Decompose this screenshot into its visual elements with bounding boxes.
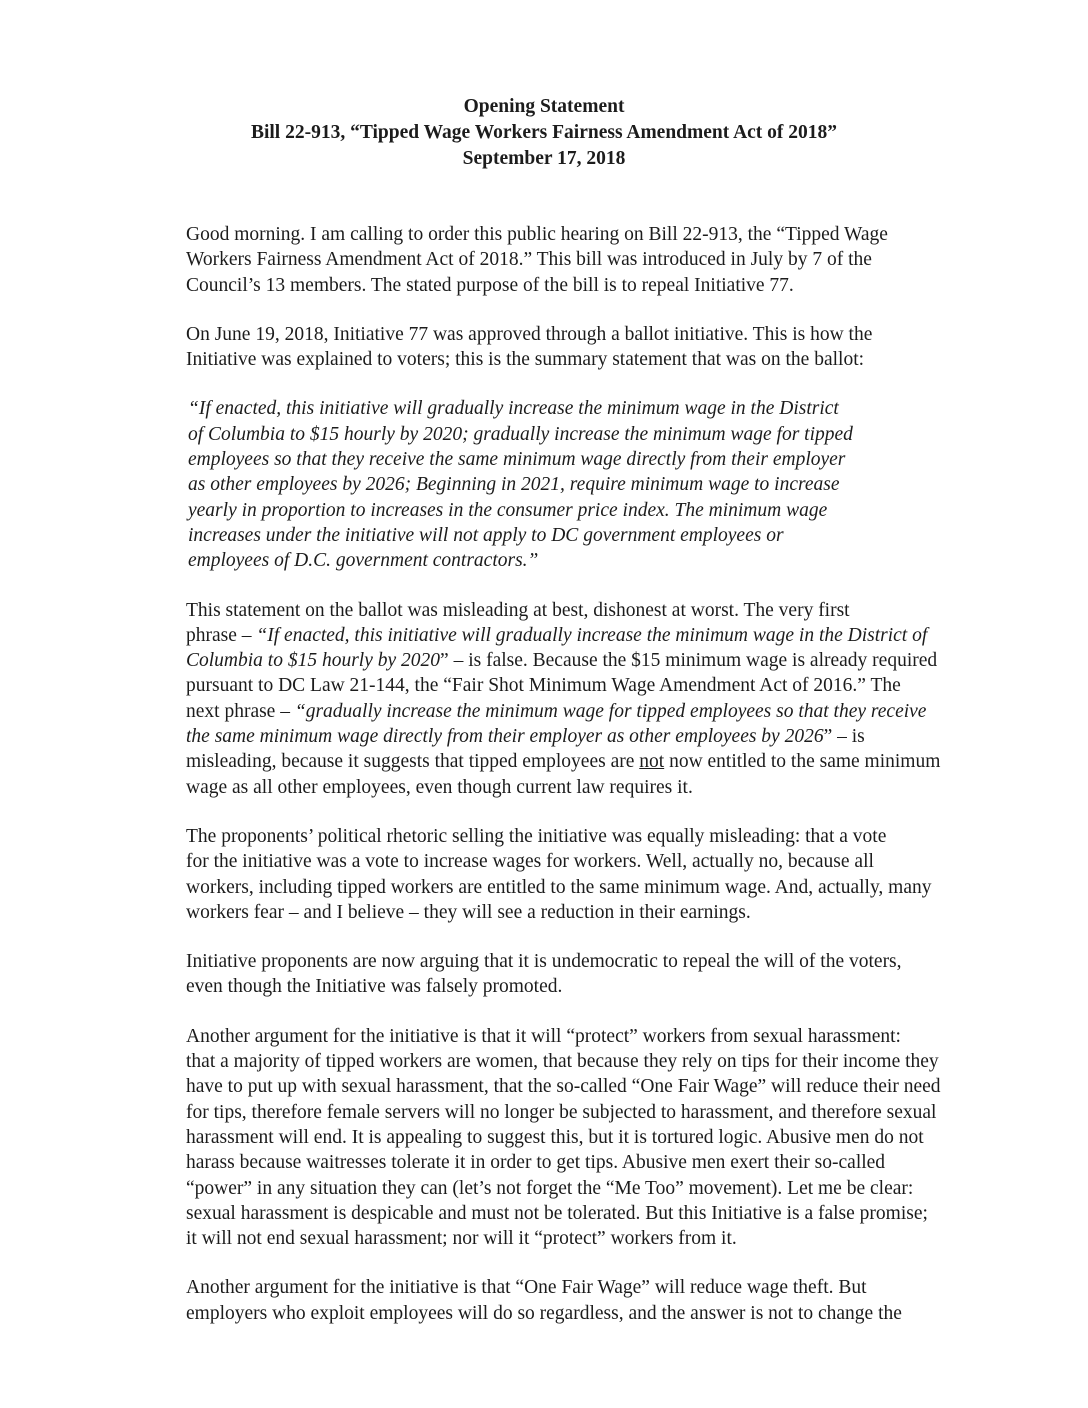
text-line [140, 724, 955, 749]
text-segment: next phrase – [186, 700, 295, 722]
text-line: Initiative was explained to voters; this is the summary statement that was on the ballot: [186, 349, 865, 371]
quote-line: employees of D.C. government contractors.” [188, 550, 539, 572]
text-line: pursuant to DC Law 21-144, the “Fair Shot Minimum Wage Amendment Act of 2016.” The [186, 675, 901, 697]
quoted-phrase: “If enacted, this initiative will gradually increase the minimum wage in the District of [256, 624, 928, 646]
quote-line: employees so that they receive the same minimum wage directly from their employer [188, 449, 846, 471]
text-line: Good morning. I am calling to order this public hearing on Bill 22-913, the “Tipped Wage [186, 224, 888, 245]
text-line: for the initiative was a vote to increase wages for workers. Well, actually no, because all [186, 851, 874, 873]
quote-line: as other employees by 2026; Beginning in 2021, require minimum wage to increase [188, 474, 840, 496]
underlined-word: not [639, 751, 665, 773]
quote-line: “If enacted, this initiative will gradually increase the minimum wage in the District [188, 398, 839, 420]
quoted-phrase: Columbia to $15 hourly by 2020 [186, 650, 441, 672]
text-segment: phrase – [186, 624, 257, 646]
text-line [140, 699, 955, 724]
text-line: harassment will end. It is appealing to suggest this, but it is tortured logic. Abusive men do not [186, 1126, 924, 1148]
text-line: The proponents’ political rhetoric selling the initiative was equally misleading: that a vote [186, 825, 887, 847]
header-date: September 17, 2018 [462, 148, 626, 169]
paragraph-4 [140, 824, 955, 925]
paragraph-3 [140, 598, 955, 800]
quoted-phrase: “gradually increase the minimum wage for tipped employees so that they receive [294, 700, 927, 722]
document-header [0, 94, 1088, 172]
document-body [140, 222, 955, 1350]
header-bill-title: Bill 22-913, “Tipped Wage Workers Fairness Amendment Act of 2018” [250, 122, 838, 143]
text-line: workers fear – and I believe – they will see a reduction in their earnings. [186, 901, 751, 923]
paragraph-5 [140, 949, 955, 1000]
paragraph-2 [140, 322, 955, 373]
text-line: that a majority of tipped workers are women, that because they rely on tips for their income they [186, 1051, 939, 1073]
paragraph-1 [140, 222, 955, 298]
header-title: Opening Statement [463, 96, 625, 117]
text-line: “power” in any situation they can (let’s not forget the “Me Too” movement). Let me be clear: [186, 1177, 914, 1199]
text-line: workers, including tipped workers are entitled to the same minimum wage. And, actually, many [186, 876, 932, 898]
paragraph-7 [140, 1275, 955, 1326]
text-line [140, 749, 955, 774]
text-segment: now entitled to the same minimum [664, 751, 941, 773]
text-line: it will not end sexual harassment; nor will it “protect” workers from it. [186, 1228, 737, 1250]
text-line: harass because waitresses tolerate it in order to get tips. Abusive men exert their so-called [186, 1152, 886, 1174]
text-line: Another argument for the initiative is that “One Fair Wage” will reduce wage theft. But [186, 1277, 867, 1299]
text-line: This statement on the ballot was misleading at best, dishonest at worst. The very first [186, 599, 850, 621]
text-line: On June 19, 2018, Initiative 77 was approved through a ballot initiative. This is how the [186, 323, 873, 345]
text-line: Workers Fairness Amendment Act of 2018.” This bill was introduced in July by 7 of the [186, 249, 872, 271]
text-segment: ” – is false. Because the $15 minimum wage is already required [440, 650, 938, 672]
ballot-summary-quote [188, 396, 955, 573]
text-line: have to put up with sexual harassment, that the so-called “One Fair Wage” will reduce their need [186, 1076, 941, 1098]
quote-line: of Columbia to $15 hourly by 2020; gradually increase the minimum wage for tipped [188, 423, 853, 445]
text-line: employers who exploit employees will do so regardless, and the answer is not to change the [186, 1302, 902, 1324]
text-line [140, 623, 955, 648]
text-line [140, 648, 955, 673]
text-line: Council’s 13 members. The stated purpose of the bill is to repeal Initiative 77. [186, 274, 794, 296]
quote-line: increases under the initiative will not apply to DC government employees or [188, 524, 784, 546]
paragraph-6 [140, 1024, 955, 1252]
text-line: Initiative proponents are now arguing that it is undemocratic to repeal the will of the voters, [186, 951, 902, 973]
text-segment: ” – is [823, 726, 865, 748]
text-line: sexual harassment is despicable and must not be tolerated. But this Initiative is a false promise; [186, 1202, 928, 1224]
text-line: Another argument for the initiative is that it will “protect” workers from sexual harassment: [186, 1025, 901, 1047]
text-line: wage as all other employees, even though current law requires it. [186, 776, 693, 798]
quote-line: yearly in proportion to increases in the consumer price index. The minimum wage [188, 499, 828, 521]
text-line: for tips, therefore female servers will no longer be subjected to harassment, and therefore sexual [186, 1101, 937, 1123]
text-segment: misleading, because it suggests that tipped employees are [186, 751, 640, 773]
quoted-phrase: the same minimum wage directly from their employer as other employees by 2026 [186, 726, 824, 748]
text-line: even though the Initiative was falsely promoted. [186, 976, 563, 998]
